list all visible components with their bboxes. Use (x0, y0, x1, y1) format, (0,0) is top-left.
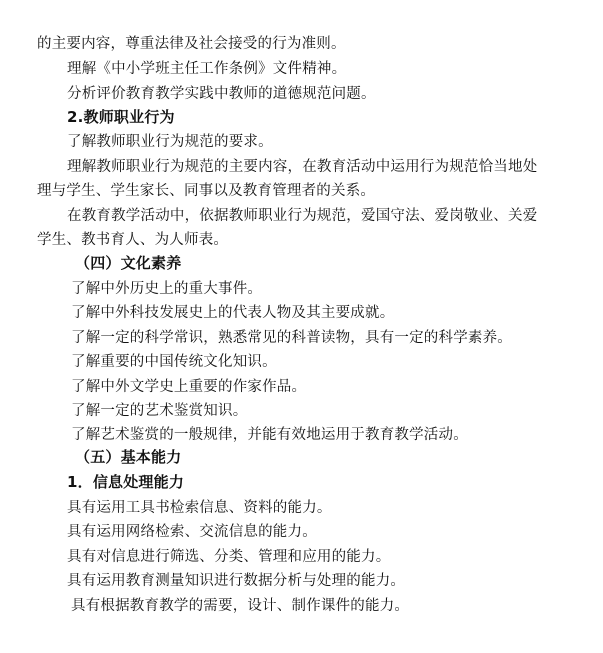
text-line: 了解中外科技发展史上的代表人物及其主要成就。 (71, 305, 395, 321)
text-line: 具有运用教育测量知识进行数据分析与处理的能力。 (67, 573, 406, 589)
text-line: 了解教师职业行为规范的要求。 (67, 134, 273, 150)
text-line: 具有运用工具书检索信息、资料的能力。 (67, 500, 332, 516)
section-heading: 2.教师职业行为 (67, 108, 175, 126)
text-line: 理与学生、学生家长、同事以及教育管理者的关系。 (37, 183, 376, 199)
text-line: 具有对信息进行筛选、分类、管理和应用的能力。 (67, 549, 391, 565)
text-line: 学生、教书育人、为人师表。 (37, 232, 229, 248)
section-heading: （五）基本能力 (75, 448, 182, 466)
text-line: 了解中外历史上的重大事件。 (71, 281, 263, 297)
text-line: 了解一定的科学常识，熟悉常见的科普读物，具有一定的科学素养。 (71, 330, 512, 346)
section-heading: （四）文化素养 (75, 254, 182, 272)
text-line: 了解艺术鉴赏的一般规律，并能有效地运用于教育教学活动。 (71, 427, 468, 443)
text-line: 了解一定的艺术鉴赏知识。 (71, 403, 248, 419)
text-line: 理解教师职业行为规范的主要内容，在教育活动中运用行为规范恰当地处 (67, 159, 538, 175)
text-line: 分析评价教育教学实践中教师的道德规范问题。 (67, 86, 376, 102)
text-line: 在教育教学活动中，依据教师职业行为规范，爱国守法、爱岗敬业、关爱 (67, 208, 538, 224)
text-line: 的主要内容，尊重法律及社会接受的行为准则。 (37, 36, 346, 52)
text-line: 具有根据教育教学的需要，设计、制作课件的能力。 (71, 598, 410, 614)
section-heading: 1．信息处理能力 (67, 473, 185, 491)
text-line: 了解重要的中国传统文化知识。 (71, 354, 277, 370)
text-line: 了解中外文学史上重要的作家作品。 (71, 379, 307, 395)
text-line: 理解《中小学班主任工作条例》文件精神。 (67, 61, 347, 77)
text-line: 具有运用网络检索、交流信息的能力。 (67, 524, 317, 540)
